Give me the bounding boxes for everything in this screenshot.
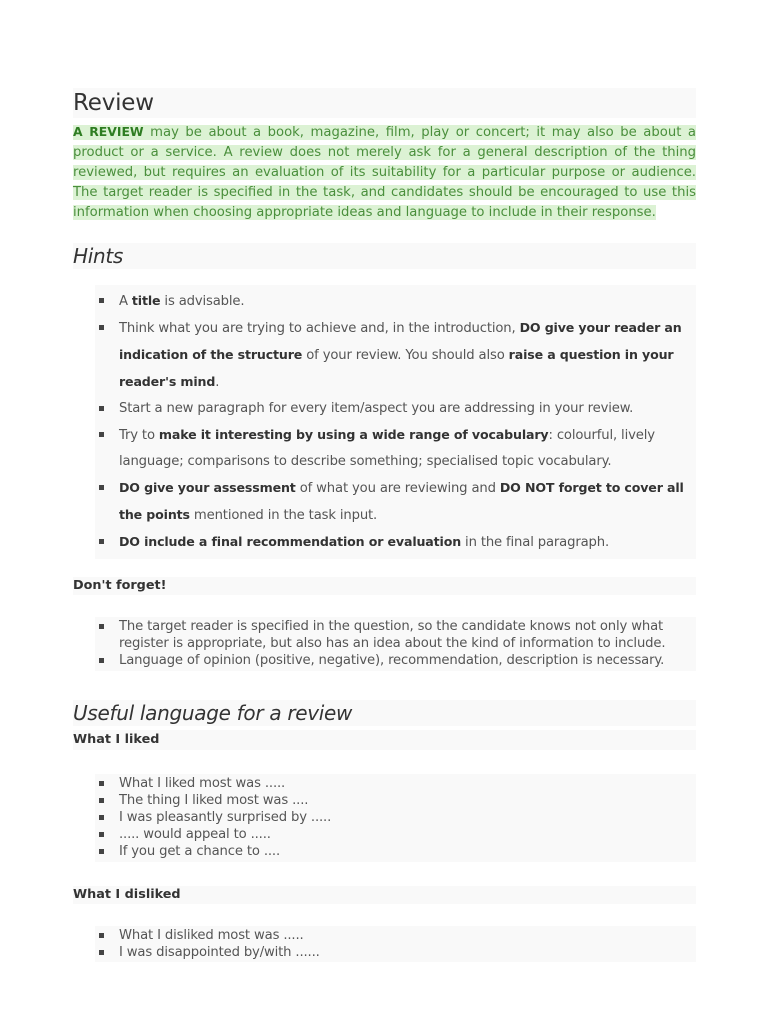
liked-list [95,774,696,862]
list-item: What I disliked most was ..... [119,927,696,944]
list-item-text: in the final paragraph. [461,535,610,550]
emphasis-text: DO give your assessment [119,480,296,495]
hints-list [95,285,696,559]
list-item-text: mentioned in the task input. [189,508,378,523]
list-item-text: Try to [119,428,159,443]
list-item-text: : colourful, lively language; comparisons to describe something; specialised topic vocabulary. [119,428,655,469]
hints-heading: Hints [73,243,696,269]
emphasis-text: DO NOT forget to cover all the points [119,480,684,522]
useful-language-heading: Useful language for a review [73,700,696,726]
list-item: Language of opinion (positive, negative), recommendation, description is necessary. [119,652,696,669]
list-item-text: of what you are reviewing and [295,481,500,496]
list-item-text: . [215,375,220,390]
list-item-text: Start a new paragraph for every item/aspect you are addressing in your review. [119,401,634,416]
list-item [119,288,696,315]
dont-forget-heading: Don't forget! [73,577,696,595]
page-title: Review [73,88,696,118]
disliked-list [95,926,696,962]
list-item [119,315,696,396]
emphasis-text: raise a question in your reader's mind [119,347,674,389]
list-item-text: is advisable. [160,294,245,309]
intro-paragraph [73,122,696,223]
intro-text: may be about a book, magazine, film, play or concert; it may also be about a product or a service. A review does not merely ask for a general description of the thing reviewed, but requires an evaluation of its suitability for a particular purpose or audience. The target reader is specified in the task, and candidates should be encouraged to use this information when choosing appropriate ideas and language to include in their response. [73,125,696,220]
emphasis-text: title [131,293,161,308]
list-item-text: A [119,294,132,309]
list-item: If you get a chance to .... [119,843,696,860]
list-item: I was disappointed by/with ...... [119,944,696,961]
liked-heading: What I liked [73,730,696,750]
document-page [73,88,696,962]
list-item-text: of your review. You should also [302,348,509,363]
emphasis-text: DO include a final recommendation or evaluation [119,534,462,549]
list-item [119,422,696,475]
list-item: I was pleasantly surprised by ..... [119,809,696,826]
emphasis-text: DO give your reader an indication of the structure [119,320,682,362]
list-item: The thing I liked most was .... [119,792,696,809]
intro-lead: A REVIEW [73,124,144,139]
dont-forget-list [95,617,696,671]
list-item: ..... would appeal to ..... [119,826,696,843]
emphasis-text: make it interesting by using a wide range of vocabulary [158,427,549,442]
intro-highlight [73,125,696,220]
list-item-text: Think what you are trying to achieve and, in the introduction, [119,321,520,336]
disliked-heading: What I disliked [73,886,696,904]
list-item: The target reader is specified in the question, so the candidate knows not only what register is appropriate, but also has an idea about the kind of information to include. [119,618,696,652]
list-item [119,475,696,529]
list-item [119,529,696,556]
list-item [119,396,696,422]
list-item: What I liked most was ..... [119,775,696,792]
